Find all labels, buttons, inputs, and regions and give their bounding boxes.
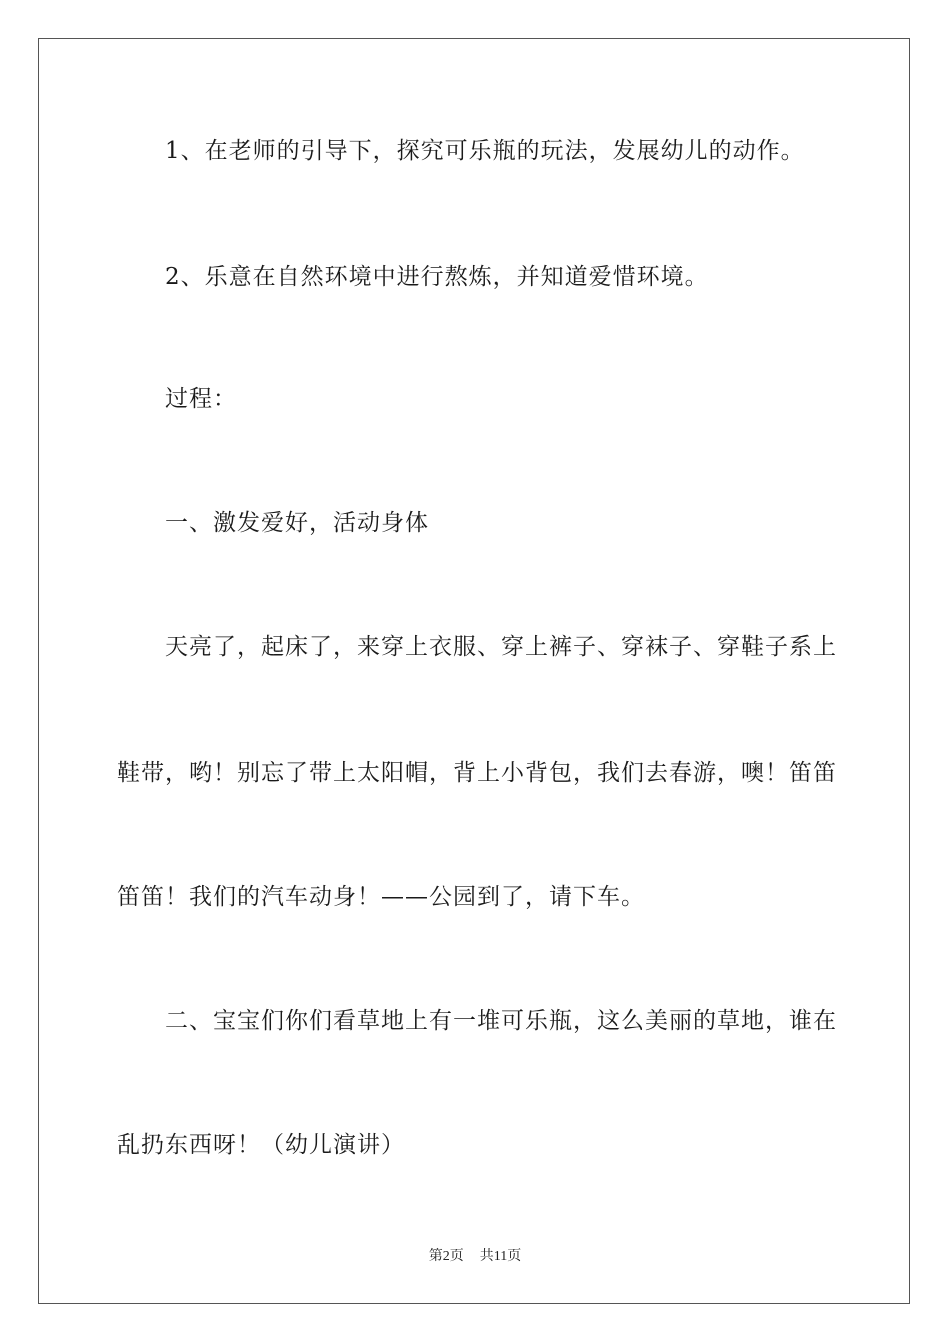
page-total: 共11页: [479, 1249, 522, 1264]
page-number: 第2页: [428, 1249, 464, 1264]
paragraph-line: 笛笛！我们的汽车动身！——公园到了，请下车。: [117, 884, 645, 910]
section-2-line: 二、宝宝们你们看草地上有一堆可乐瓶，这么美丽的草地，谁在: [165, 1008, 837, 1034]
paragraph-line: 天亮了，起床了，来穿上衣服、穿上裤子、穿袜子、穿鞋子系上: [165, 634, 837, 660]
paragraph-line: 鞋带，哟！别忘了带上太阳帽，背上小背包，我们去春游，噢！笛笛: [117, 760, 837, 786]
page-border: [38, 38, 910, 1304]
process-heading: 过程：: [165, 386, 237, 412]
page-footer: [0, 1247, 950, 1267]
goal-2-text: 2、乐意在自然环境中进行熬炼，并知道爱惜环境。: [165, 264, 709, 290]
section-1-heading: 一、激发爱好，活动身体: [165, 510, 429, 536]
goal-1-text: 1、在老师的引导下，探究可乐瓶的玩法，发展幼儿的动作。: [165, 138, 805, 164]
section-2-line: 乱扔东西呀！（幼儿演讲）: [117, 1132, 405, 1158]
